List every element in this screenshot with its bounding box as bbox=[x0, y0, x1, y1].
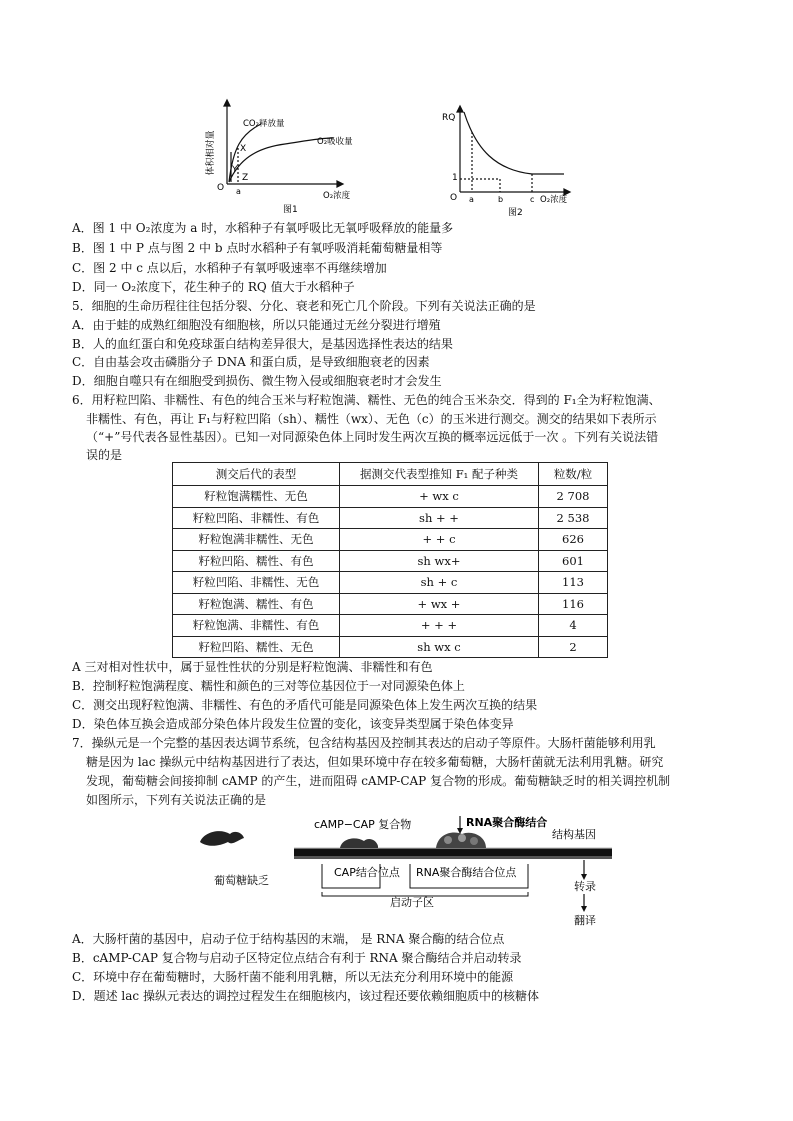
table-row bbox=[173, 507, 608, 529]
glucose-lack-label: 葡萄糖缺乏 bbox=[214, 874, 269, 887]
table-row bbox=[173, 572, 608, 594]
fig1-y-label: Y bbox=[232, 165, 238, 175]
q6-option-b: B．控制籽粒饱满程度、糯性和颜色的三对等位基因位于一对同源染色体上 bbox=[72, 679, 465, 693]
table-row bbox=[173, 486, 608, 508]
q7-option-a: A．大肠杆菌的基因中，启动子位于结构基因的末端， 是 RNA 聚合酶的结合位点 bbox=[72, 932, 505, 946]
table-cell: sh wx+ bbox=[340, 550, 539, 572]
table-cell: 116 bbox=[539, 593, 608, 615]
q5-option-d: D．细胞自噬只有在细胞受到损伤、微生物入侵或细胞衰老时才会发生 bbox=[72, 374, 442, 388]
promoter-label: 启动子区 bbox=[390, 896, 434, 909]
table-cell: 2 538 bbox=[539, 507, 608, 529]
table-cell: 4 bbox=[539, 615, 608, 637]
operon-diagram bbox=[190, 808, 620, 928]
dna-strand bbox=[294, 848, 612, 856]
rnap-label: RNA聚合酶结合 bbox=[466, 816, 548, 829]
table-cell: 626 bbox=[539, 529, 608, 551]
fig2-caption: 图2 bbox=[508, 208, 523, 218]
q6-stem-2: 非糯性、有色，再让 F₁与籽粒凹陷（sh）、糯性（wx）、无色（c）的玉米进行测交。测交的结果如下表所示 bbox=[86, 412, 657, 426]
table-cell: sh + c bbox=[340, 572, 539, 594]
cap-site-label: CAP结合位点 bbox=[334, 866, 400, 879]
fig2-xlabel: O₂浓度 bbox=[540, 195, 568, 205]
fig1-xlabel: O₂浓度 bbox=[323, 191, 351, 201]
camp-cap-complex-icon bbox=[200, 831, 244, 846]
complex-label: cAMP−CAP 复合物 bbox=[314, 818, 412, 831]
table-row bbox=[173, 636, 608, 658]
table-header: 据测交代表型推知 F₁ 配子种类 bbox=[340, 463, 539, 486]
figure-1 bbox=[205, 98, 355, 218]
table-row bbox=[173, 615, 608, 637]
q7-stem-2: 糖是因为 lac 操纵元中结构基因进行了表达，但如果环境中存在较多葡萄糖，大肠杆菌就无法利用乳糖。研究 bbox=[86, 755, 664, 769]
cap-bound-icon bbox=[340, 838, 378, 848]
fig2-a: a bbox=[469, 195, 474, 204]
q6-stem-4: 误的是 bbox=[86, 448, 123, 462]
table-cell: + wx + bbox=[340, 593, 539, 615]
fig2-c: c bbox=[530, 195, 535, 204]
fig1-a: a bbox=[236, 187, 241, 196]
q5-option-c: C．自由基会攻击磷脂分子 DNA 和蛋白质，是导致细胞衰老的因素 bbox=[72, 355, 430, 369]
table-header: 粒数/粒 bbox=[539, 463, 608, 486]
fig1-origin: O bbox=[217, 183, 225, 193]
table-cell: sh + + bbox=[340, 507, 539, 529]
table-cell: 籽粒饱满糯性、无色 bbox=[173, 486, 340, 508]
q5-option-a: A．由于蛙的成熟红细胞没有细胞核，所以只能通过无丝分裂进行增殖 bbox=[72, 318, 441, 332]
q6-option-c: C．测交出现籽粒饱满、非糯性、有色的矛盾代可能是同源染色体上发生两次互换的结果 bbox=[72, 698, 538, 712]
fig2-b: b bbox=[498, 195, 504, 204]
rnap-site-label: RNA聚合酶结合位点 bbox=[416, 866, 517, 879]
q4-option-b: B．图 1 中 P 点与图 2 中 b 点时水稻种子有氧呼吸消耗葡萄糖量相等 bbox=[72, 241, 443, 255]
q7-stem-4: 如图所示，下列有关说法正确的是 bbox=[86, 793, 267, 807]
q4-option-a: A．图 1 中 O₂浓度为 a 时，水稻种子有氧呼吸比无氧呼吸释放的能量多 bbox=[72, 221, 454, 235]
fig1-o2-label: O₂吸收量 bbox=[317, 137, 353, 147]
fig1-x-label: X bbox=[240, 144, 247, 154]
table-row bbox=[173, 593, 608, 615]
table-header-row bbox=[173, 463, 608, 486]
fig1-co2-label: CO₂释放量 bbox=[243, 119, 285, 129]
q6-option-d: D．染色体互换会造成部分染色体片段发生位置的变化，该变异类型属于染色体变异 bbox=[72, 717, 514, 731]
table-cell: 2 708 bbox=[539, 486, 608, 508]
table-cell: 籽粒凹陷、非糯性、有色 bbox=[173, 507, 340, 529]
q6-stem-1: 6．用籽粒凹陷、非糯性、有色的纯合玉米与籽粒饱满、糯性、无色的纯合玉米杂交．得到的 F₁全为籽粒饱满、 bbox=[72, 393, 661, 407]
table-cell: 2 bbox=[539, 636, 608, 658]
figure-2 bbox=[436, 100, 586, 220]
table-cell: + + + bbox=[340, 615, 539, 637]
table-cell: 籽粒饱满、糯性、有色 bbox=[173, 593, 340, 615]
fig1-z-label: Z bbox=[242, 173, 249, 183]
table-cell: 籽粒饱满、非糯性、有色 bbox=[173, 615, 340, 637]
table-cell: sh wx c bbox=[340, 636, 539, 658]
q7-stem-3: 发现，葡萄糖会间接抑制 cAMP 的产生，进而阻碍 cAMP-CAP 复合物的形成。葡萄糖缺乏时的相关调控机制 bbox=[86, 774, 671, 788]
q6-option-a: A 三对相对性状中，属于显性性状的分别是籽粒饱满、非糯性和有色 bbox=[72, 660, 433, 674]
q7-option-d: D．题述 lac 操纵元表达的调控过程发生在细胞核内，该过程还要依赖细胞质中的核糖体 bbox=[72, 989, 539, 1003]
q4-option-c: C．图 2 中 c 点以后，水稻种子有氧呼吸速率不再继续增加 bbox=[72, 261, 387, 275]
table-header: 测交后代的表型 bbox=[173, 463, 340, 486]
q7-stem-1: 7．操纵元是一个完整的基因表达调节系统，包含结构基因及控制其表达的启动子等原件。大肠杆菌能够利用乳 bbox=[72, 736, 656, 750]
fig2-one: 1 bbox=[452, 173, 458, 183]
table-cell: 籽粒凹陷、非糯性、无色 bbox=[173, 572, 340, 594]
table-cell: 601 bbox=[539, 550, 608, 572]
table-row bbox=[173, 550, 608, 572]
transcription-label: 转录 bbox=[574, 880, 596, 893]
fig1-caption: 图1 bbox=[283, 205, 298, 215]
structural-gene-label: 结构基因 bbox=[552, 828, 596, 841]
table-row bbox=[173, 529, 608, 551]
fig2-ylabel: RQ bbox=[442, 113, 456, 123]
fig1-ylabel: 体积相对量 bbox=[206, 130, 216, 176]
q4-option-d: D．同一 O₂浓度下，花生种子的 RQ 值大于水稻种子 bbox=[72, 280, 355, 294]
table-cell: 113 bbox=[539, 572, 608, 594]
q7-option-c: C．环境中存在葡萄糖时，大肠杆菌不能利用乳糖，所以无法充分利用环境中的能源 bbox=[72, 970, 514, 984]
table-cell: + wx c bbox=[340, 486, 539, 508]
testcross-table bbox=[172, 462, 608, 658]
q7-option-b: B．cAMP-CAP 复合物与启动子区特定位点结合有利于 RNA 聚合酶结合并启动转录 bbox=[72, 951, 522, 965]
table-cell: 籽粒饱满非糯性、无色 bbox=[173, 529, 340, 551]
table-cell: 籽粒凹陷、糯性、无色 bbox=[173, 636, 340, 658]
table-cell: + + c bbox=[340, 529, 539, 551]
table-cell: 籽粒凹陷、糯性、有色 bbox=[173, 550, 340, 572]
q6-stem-3: （“+”号代表各显性基因）。已知一对同源染色体上同时发生两次互换的概率远远低于一次 。下列有关说法错 bbox=[86, 430, 659, 444]
translation-label: 翻译 bbox=[574, 914, 596, 927]
q5-option-b: B．人的血红蛋白和免疫球蛋白结构差异很大，是基因选择性表达的结果 bbox=[72, 337, 453, 351]
q5-stem: 5．细胞的生命历程往往包括分裂、分化、衰老和死亡几个阶段。下列有关说法正确的是 bbox=[72, 299, 536, 313]
fig2-origin: O bbox=[450, 193, 458, 203]
